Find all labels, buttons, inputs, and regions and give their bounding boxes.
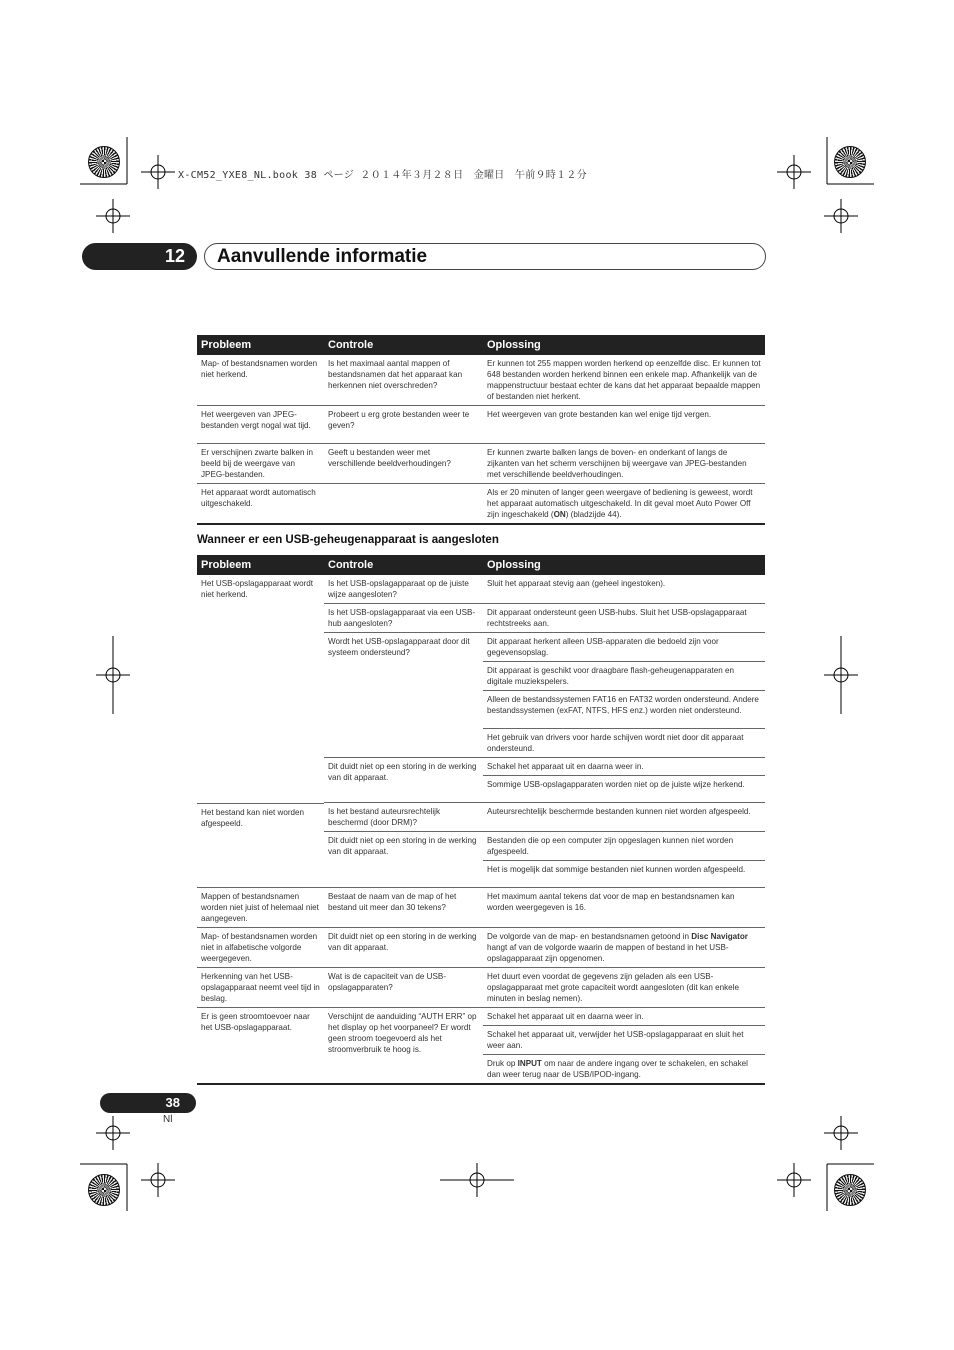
controle-cell: Is het USB-opslagapparaat via een USB-hub aangesloten? bbox=[324, 604, 483, 633]
column-header-controle: Controle bbox=[324, 335, 483, 355]
probleem-cell: Herkenning van het USB-opslagapparaat neemt veel tijd in beslag. bbox=[197, 968, 324, 1008]
language-code: Nl bbox=[163, 1114, 173, 1125]
oplossing-cell: Het duurt even voordat de gegevens zijn geladen als een USB-opslagapparaat met grote capaciteit wordt aangesloten (dit kan enkele minuten in beslag nemen). bbox=[483, 968, 765, 1008]
controle-cell: Wat is de capaciteit van de USB-opslagapparaten? bbox=[324, 968, 483, 1008]
oplossing-cell: Schakel het apparaat uit en daarna weer in. bbox=[483, 758, 765, 776]
probleem-cell: Er verschijnen zwarte balken in beeld bij de weergave van JPEG-bestanden. bbox=[197, 444, 324, 484]
chapter-title: Aanvullende informatie bbox=[204, 243, 766, 270]
table-row bbox=[197, 406, 765, 444]
controle-cell: Dit duidt niet op een storing in de werking van dit apparaat. bbox=[324, 928, 483, 968]
table-row bbox=[197, 355, 765, 406]
controle-cell: Bestaat de naam van de map of het bestand uit meer dan 30 tekens? bbox=[324, 888, 483, 928]
oplossing-cell: Als er 20 minuten of langer geen weergave of bediening is geweest, wordt het apparaat automatisch uitgeschakeld. In dit geval moet Auto Power Off zijn ingeschakeld (ON) (bladzijde 44). bbox=[483, 484, 765, 525]
table-row bbox=[197, 888, 765, 928]
table-row bbox=[197, 928, 765, 968]
oplossing-cell: Alleen de bestandssystemen FAT16 en FAT32 worden ondersteund. Andere bestandssystemen (exFAT, NTFS, HFS enz.) worden niet ondersteund. bbox=[483, 691, 765, 729]
probleem-cell: Het USB-opslagapparaat wordt niet herkend. bbox=[197, 575, 324, 803]
table-row bbox=[197, 968, 765, 1008]
oplossing-cell: Het maximum aantal tekens dat voor de map en bestandsnamen kan worden weergegeven is 16. bbox=[483, 888, 765, 928]
oplossing-cell: Dit apparaat is geschikt voor draagbare flash-geheugenapparaten en digitale muziekspelers. bbox=[483, 662, 765, 691]
probleem-cell: Het weergeven van JPEG-bestanden vergt nogal wat tijd. bbox=[197, 406, 324, 444]
oplossing-cell: Druk op INPUT om naar de andere ingang over te schakelen, en schakel dan weer terug naar de USB/IPOD-ingang. bbox=[483, 1055, 765, 1085]
oplossing-cell: De volgorde van de map- en bestandsnamen getoond in Disc Navigator hangt af van de volgorde waarin de mappen of bestand in het USB-opslagapparaat zijn opgenomen. bbox=[483, 928, 765, 968]
book-info-line: X-CM52_YXE8_NL.book 38 ページ ２０１４年３月２８日 金曜日 午前９時１２分 bbox=[178, 170, 587, 181]
controle-cell: Geeft u bestanden weer met verschillende beeldverhoudingen? bbox=[324, 444, 483, 484]
oplossing-cell: Dit apparaat ondersteunt geen USB-hubs. Sluit het USB-opslagapparaat rechtstreeks aan. bbox=[483, 604, 765, 633]
oplossing-cell: Schakel het apparaat uit, verwijder het USB-opslagapparaat en sluit het weer aan. bbox=[483, 1026, 765, 1055]
oplossing-cell: Bestanden die op een computer zijn opgeslagen kunnen niet worden afgespeeld. bbox=[483, 832, 765, 861]
chapter-number: 12 bbox=[82, 243, 197, 270]
controle-cell bbox=[324, 484, 483, 525]
page-number: 38 bbox=[100, 1093, 196, 1113]
column-header-probleem: Probleem bbox=[197, 335, 324, 355]
oplossing-cell: Er kunnen tot 255 mappen worden herkend op eenzelfde disc. Er kunnen tot 648 bestanden worden herkend binnen een enkele map. Afhankelijk van de mappenstructuur bestaat echter de kans dat het apparaat bepaalde mappen of bestanden niet herkent. bbox=[483, 355, 765, 406]
section-title: Wanneer er een USB-geheugenapparaat is aangesloten bbox=[197, 534, 499, 546]
oplossing-cell: Het is mogelijk dat sommige bestanden niet kunnen worden afgespeeld. bbox=[483, 861, 765, 888]
table-row bbox=[197, 484, 765, 525]
oplossing-cell: Het weergeven van grote bestanden kan wel enige tijd vergen. bbox=[483, 406, 765, 444]
table-row bbox=[197, 575, 765, 604]
oplossing-cell: Schakel het apparaat uit en daarna weer in. bbox=[483, 1008, 765, 1026]
oplossing-cell: Sluit het apparaat stevig aan (geheel ingestoken). bbox=[483, 575, 765, 604]
controle-cell: Is het bestand auteursrechtelijk beschermd (door DRM)? bbox=[324, 803, 483, 832]
column-header-oplossing: Oplossing bbox=[483, 335, 765, 355]
controle-cell: Verschijnt de aanduiding “AUTH ERR” op het display op het voorpaneel? Er wordt geen stroom toegevoerd als het stroomverbruik te hoog is. bbox=[324, 1008, 483, 1085]
probleem-cell: Map- of bestandsnamen worden niet in alfabetische volgorde weergegeven. bbox=[197, 928, 324, 968]
oplossing-cell: Auteursrechtelijk beschermde bestanden kunnen niet worden afgespeeld. bbox=[483, 803, 765, 832]
controle-cell: Dit duidt niet op een storing in de werking van dit apparaat. bbox=[324, 832, 483, 888]
troubleshooting-table-2 bbox=[197, 555, 765, 1085]
probleem-cell: Er is geen stroomtoevoer naar het USB-opslagapparaat. bbox=[197, 1008, 324, 1085]
controle-cell: Is het USB-opslagapparaat op de juiste wijze aangesloten? bbox=[324, 575, 483, 604]
probleem-cell: Het bestand kan niet worden afgespeeld. bbox=[197, 803, 324, 888]
probleem-cell: Map- of bestandsnamen worden niet herkend. bbox=[197, 355, 324, 406]
oplossing-cell: Er kunnen zwarte balken langs de boven- en onderkant of langs de zijkanten van het scherm verschijnen bij weergave van JPEG-bestanden met verschillende beeldverhoudingen. bbox=[483, 444, 765, 484]
probleem-cell: Mappen of bestandsnamen worden niet juist of helemaal niet aangegeven. bbox=[197, 888, 324, 928]
table-row bbox=[197, 444, 765, 484]
troubleshooting-table-1 bbox=[197, 335, 765, 525]
controle-cell: Is het maximaal aantal mappen of bestandsnamen dat het apparaat kan herkennen niet overschreden? bbox=[324, 355, 483, 406]
oplossing-cell: Sommige USB-opslagapparaten worden niet op de juiste wijze herkend. bbox=[483, 776, 765, 803]
table-row bbox=[197, 1008, 765, 1026]
controle-cell: Dit duidt niet op een storing in de werking van dit apparaat. bbox=[324, 758, 483, 803]
controle-cell: Wordt het USB-opslagapparaat door dit systeem ondersteund? bbox=[324, 633, 483, 758]
table-row bbox=[197, 803, 765, 832]
column-header-probleem: Probleem bbox=[197, 555, 324, 575]
oplossing-cell: Dit apparaat herkent alleen USB-apparaten die bedoeld zijn voor gegevensopslag. bbox=[483, 633, 765, 662]
column-header-oplossing: Oplossing bbox=[483, 555, 765, 575]
controle-cell: Probeert u erg grote bestanden weer te geven? bbox=[324, 406, 483, 444]
probleem-cell: Het apparaat wordt automatisch uitgeschakeld. bbox=[197, 484, 324, 525]
column-header-controle: Controle bbox=[324, 555, 483, 575]
oplossing-cell: Het gebruik van drivers voor harde schijven wordt niet door dit apparaat ondersteund. bbox=[483, 729, 765, 758]
